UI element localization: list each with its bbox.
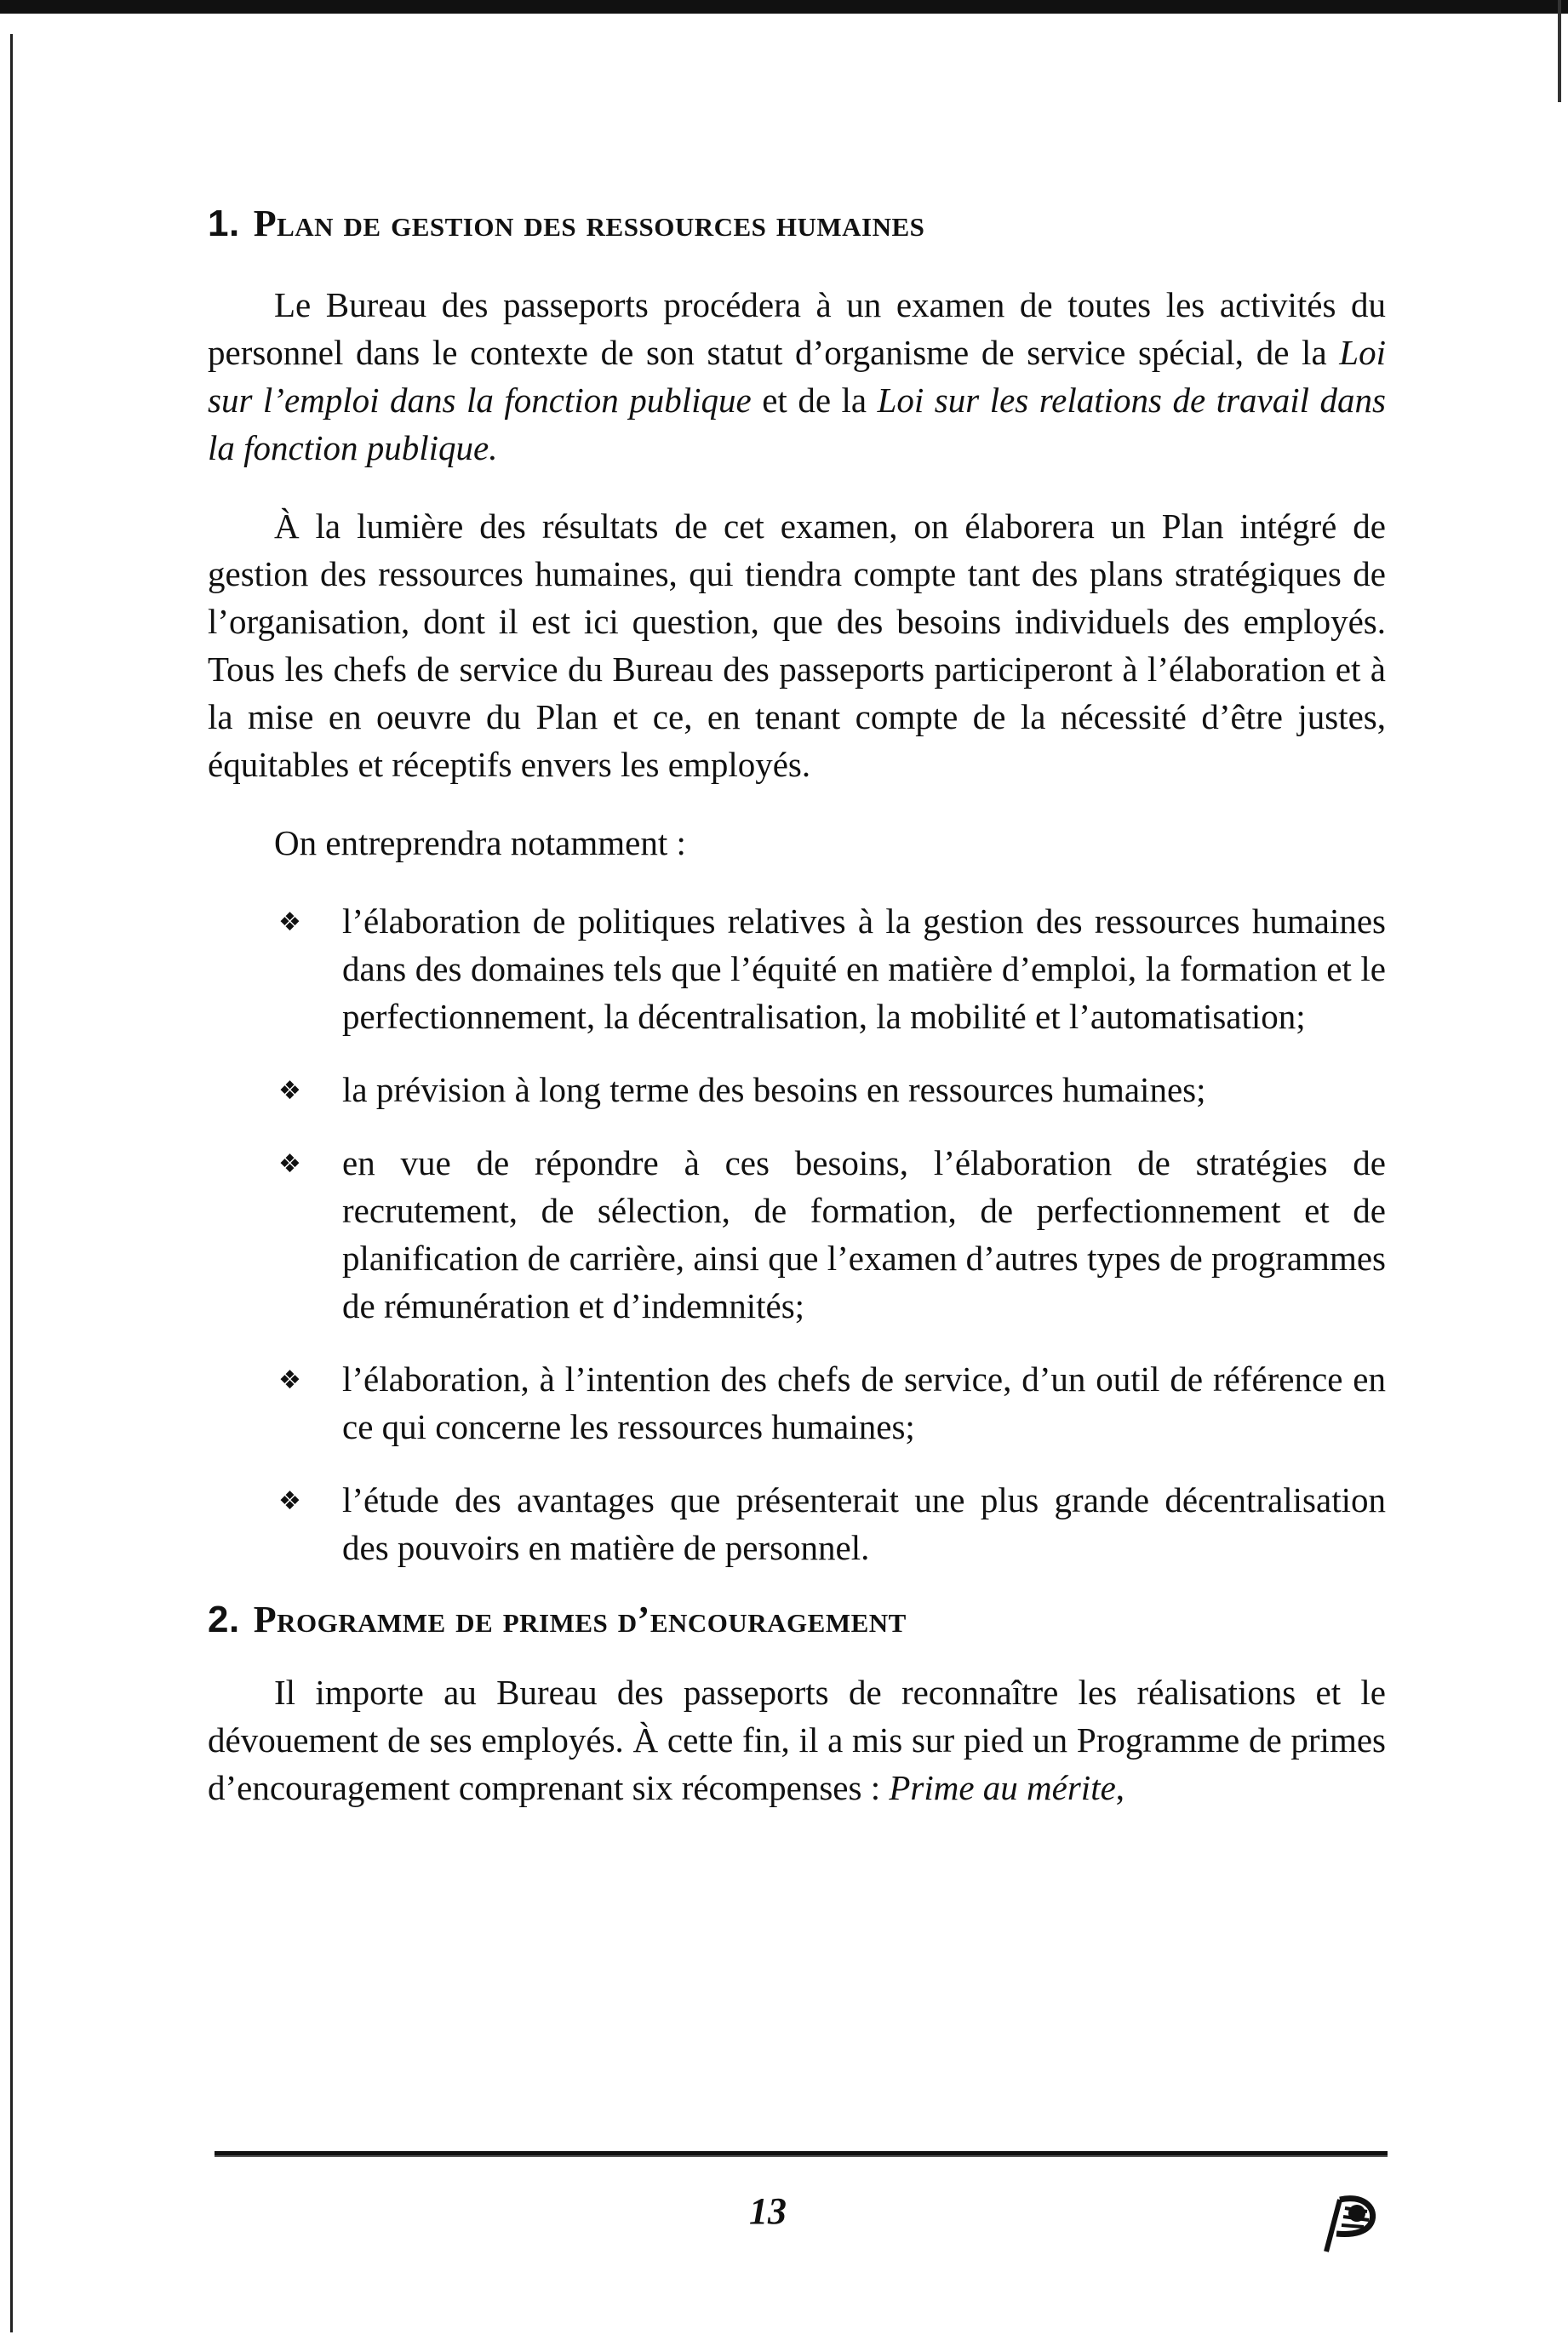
section-1-title: Plan de gestion des ressources humaines (253, 203, 925, 244)
list-item-text: l’élaboration de politiques relatives à la gestion des ressources humaines dans des domaines tels que l’équité en matière d’emploi, la formation et le perfectionnement, la décentralisation, la mobilité et l’automatisation; (342, 901, 1386, 1036)
document-page (208, 201, 1386, 1811)
section-2-paragraph-1 (208, 1668, 1386, 1811)
diamond-bullet-icon: ❖ (278, 1486, 301, 1516)
section-2-title: Programme de primes d’encouragement (253, 1599, 907, 1640)
paragraph-text: et de la (751, 381, 878, 420)
diamond-bullet-icon: ❖ (278, 1365, 301, 1395)
list-item (208, 1355, 1386, 1451)
page-top-border (0, 0, 1568, 14)
law-title-2: Loi sur les relations de travail dans la fonction publique. (208, 381, 1386, 467)
list-item (208, 1476, 1386, 1571)
diamond-bullet-icon: ❖ (278, 1149, 301, 1179)
section-1-number: 1. (208, 203, 240, 244)
paragraph-text: Il importe au Bureau des passeports de reconnaître les réalisations et le dévouement de ses employés. À cette fin, il a mis sur pied un Programme de primes d’encouragement comprenant six récompenses : (208, 1673, 1386, 1807)
bullet-list (208, 897, 1386, 1571)
list-item-text: en vue de répondre à ces besoins, l’élaboration de stratégies de recrutement, de sélection, de formation, de perfectionnement et de planification de carrière, ainsi que l’examen d’autres types de programmes de rémunération et d’indemnités; (342, 1143, 1386, 1325)
section-2-number: 2. (208, 1599, 240, 1640)
section-1-heading (208, 201, 1386, 247)
paragraph-text: , (1115, 1768, 1125, 1807)
diamond-bullet-icon: ❖ (278, 1076, 301, 1106)
page-number: 13 (749, 2190, 787, 2232)
section-1-paragraph-1 (208, 281, 1386, 472)
award-name: Prime au mérite (889, 1768, 1116, 1807)
footer-rule (215, 2151, 1388, 2157)
section-2-heading (208, 1597, 1386, 1643)
list-item-text: la prévision à long terme des besoins en ressources humaines; (342, 1070, 1206, 1109)
list-item-text: l’étude des avantages que présenterait une plus grande décentralisation des pouvoirs en matière de personnel. (342, 1480, 1386, 1567)
section-1-paragraph-2: À la lumière des résultats de cet examen, on élaborera un Plan intégré de gestion des ressources humaines, qui tiendra compte tant des plans stratégiques de l’organisation, dont il est ici question, que des besoins individuels des employés. Tous les chefs de service du Bureau des passeports participeront à l’élaboration et à la mise en oeuvre du Plan et ce, en tenant compte de la nécessité d’être justes, équitables et réceptifs envers les employés. (208, 506, 1386, 784)
list-item (208, 1066, 1386, 1113)
law-title-1: Loi sur l’emploi dans la fonction publique (208, 333, 1386, 420)
page-right-edge (1558, 0, 1561, 102)
list-item (208, 1139, 1386, 1330)
page-left-edge (10, 34, 13, 2332)
list-item-text: l’élaboration, à l’intention des chefs de service, d’un outil de référence en ce qui concerne les ressources humaines; (342, 1359, 1386, 1446)
list-item (208, 897, 1386, 1040)
paragraph-text: Le Bureau des passeports procédera à un examen de toutes les activités du personnel dans le contexte de son statut d’organisme de service spécial, de la (208, 285, 1386, 372)
diamond-bullet-icon: ❖ (278, 907, 301, 937)
section-1-paragraph-3: On entreprendra notamment : (274, 823, 686, 862)
passport-office-logo-icon (1311, 2188, 1379, 2256)
